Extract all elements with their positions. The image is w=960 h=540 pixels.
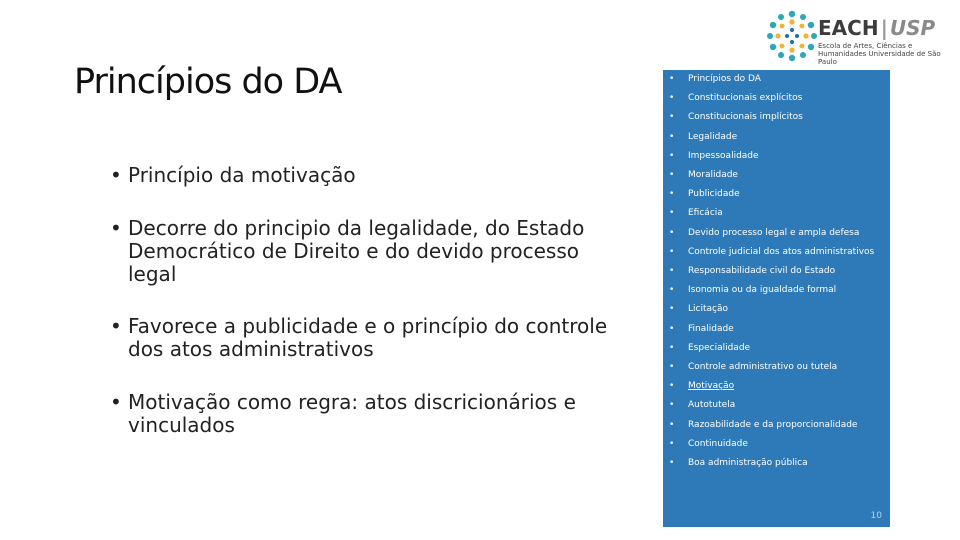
bullet-text: Favorece a publicidade e o princípio do controle dos atos administrativos <box>128 314 608 361</box>
sidebar-bullet: • <box>669 227 675 238</box>
logo-each-text: EACH <box>818 16 879 40</box>
bullet-text: Decorre do principio da legalidade, do Estado Democrático de Direito e do devido processo legal <box>128 216 585 286</box>
sidebar-bullet: • <box>669 74 675 84</box>
logo-subtitle: Escola de Artes, Ciências e Humanidades Universidade de São Paulo <box>818 42 941 66</box>
sidebar-bullet: • <box>669 381 675 392</box>
sidebar-bullet: • <box>669 266 675 276</box>
bullet-text: Motivação como regra: atos discricionários e vinculados <box>128 390 576 437</box>
sidebar-bullet: • <box>669 112 675 123</box>
sidebar-item-label: Moralidade <box>688 170 738 180</box>
sidebar-item[interactable] <box>663 281 890 300</box>
sidebar-item-label: Autotutela <box>688 400 736 411</box>
bullet-item <box>110 217 650 286</box>
sidebar-item[interactable] <box>663 243 890 262</box>
sidebar-bullet: • <box>669 362 675 372</box>
sidebar-item-label: Continuidade <box>688 438 748 449</box>
sidebar-item-label: Constitucionais implícitos <box>688 112 803 123</box>
sidebar-bullet: • <box>669 458 675 468</box>
sidebar-item[interactable] <box>663 300 890 319</box>
sidebar-item[interactable] <box>663 108 890 127</box>
bullet-dot: • <box>110 314 122 338</box>
bullet-text: Princípio da motivação <box>128 163 356 187</box>
sidebar-item[interactable] <box>663 339 890 358</box>
sidebar-item-label: Constitucionais explícitos <box>688 93 803 104</box>
topics-sidebar <box>663 70 890 527</box>
sidebar-bullet: • <box>669 323 675 334</box>
bullet-dot: • <box>110 216 122 240</box>
sidebar-bullet: • <box>669 93 675 104</box>
sidebar-item-label: Princípios do DA <box>688 74 761 84</box>
slide-title: Princípios do DA <box>74 62 342 102</box>
sidebar-bullet: • <box>669 342 675 353</box>
sidebar-bullet: • <box>669 150 675 161</box>
sidebar-item[interactable] <box>663 396 890 415</box>
bullet-item <box>110 391 650 437</box>
each-usp-logo <box>760 6 950 68</box>
sidebar-item-label: Isonomia ou da igualdade formal <box>688 285 837 296</box>
sidebar-item-label: Razoabilidade e da proporcionalidade <box>688 419 858 430</box>
bullet-dot: • <box>110 390 122 414</box>
sidebar-item[interactable] <box>663 435 890 454</box>
sidebar-item[interactable] <box>663 128 890 147</box>
sidebar-item-label: Legalidade <box>688 131 738 142</box>
sidebar-item-label: Finalidade <box>688 323 734 334</box>
sidebar-bullet: • <box>669 419 675 430</box>
sidebar-item[interactable] <box>663 166 890 185</box>
logo-name: EACH | USP <box>818 16 936 40</box>
sidebar-bullet: • <box>669 170 675 180</box>
sidebar-bullet: • <box>669 246 675 257</box>
sidebar-bullet: • <box>669 189 675 200</box>
bullet-item <box>110 315 650 361</box>
sidebar-item[interactable] <box>663 224 890 243</box>
sidebar-item[interactable] <box>663 89 890 108</box>
sidebar-item-label: Motivação <box>688 381 735 392</box>
sidebar-item[interactable] <box>663 320 890 339</box>
page-number: 10 <box>870 511 882 521</box>
sidebar-bullet: • <box>669 438 675 449</box>
sidebar-item[interactable] <box>663 70 890 89</box>
sidebar-item[interactable] <box>663 204 890 223</box>
sidebar-item-label: Boa administração pública <box>688 458 808 468</box>
sidebar-item-label: Impessoalidade <box>688 150 759 161</box>
sidebar-bullet: • <box>669 208 675 219</box>
sidebar-bullet: • <box>669 304 675 315</box>
sidebar-item-label: Especialidade <box>688 342 751 353</box>
sidebar-item[interactable] <box>663 147 890 166</box>
sidebar-item-label: Responsabilidade civil do Estado <box>688 266 836 276</box>
sidebar-item-label: Controle administrativo ou tutela <box>688 362 838 372</box>
sidebar-item[interactable] <box>663 454 890 473</box>
sidebar-item-label: Eficácia <box>688 208 723 219</box>
sidebar-item-label: Controle judicial dos atos administrativos <box>688 246 875 257</box>
bullet-item <box>110 164 650 187</box>
sidebar-item[interactable] <box>663 416 890 435</box>
sidebar-bullet: • <box>669 131 675 142</box>
sidebar-bullet: • <box>669 400 675 411</box>
sidebar-item-label: Licitação <box>688 304 728 315</box>
sidebar-item-label: Devido processo legal e ampla defesa <box>688 227 860 238</box>
sidebar-bullet: • <box>669 285 675 296</box>
logo-usp-text: USP <box>889 16 936 40</box>
bullet-dot: • <box>110 163 122 187</box>
sidebar-item[interactable] <box>663 185 890 204</box>
sidebar-item[interactable] <box>663 358 890 377</box>
sidebar-item[interactable] <box>663 377 890 396</box>
sidebar-item-label: Publicidade <box>688 189 740 200</box>
each-logo-icon <box>764 8 820 64</box>
sidebar-item[interactable] <box>663 262 890 281</box>
